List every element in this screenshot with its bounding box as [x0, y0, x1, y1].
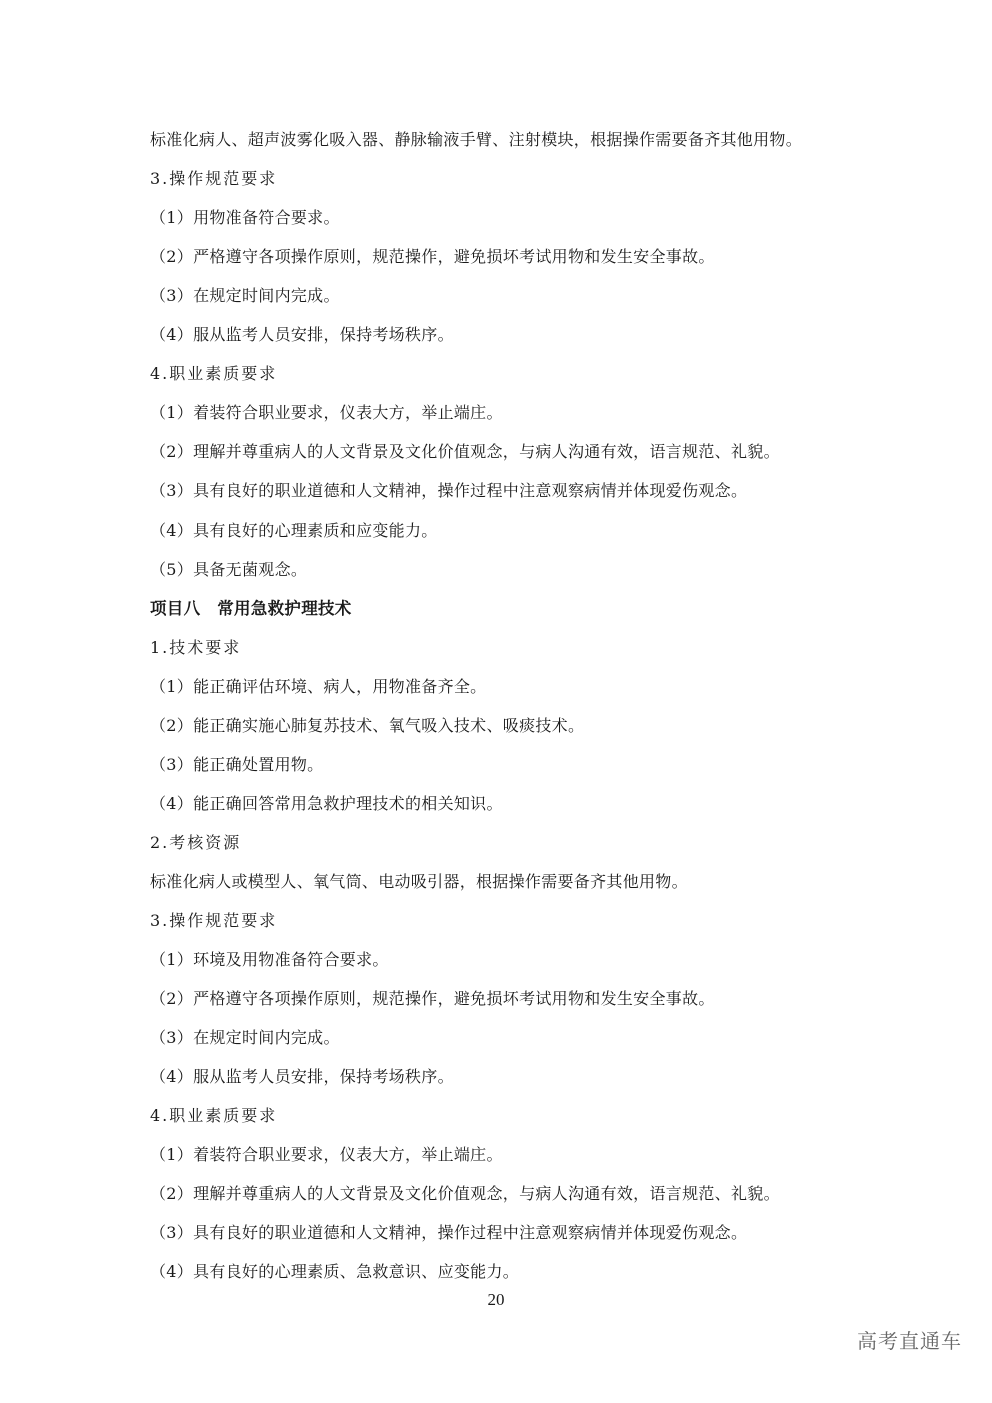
- section-heading: 项目八 常用急救护理技术: [150, 598, 352, 618]
- list-item: （5）具备无菌观念。: [150, 559, 308, 579]
- list-item: （1）环境及用物准备符合要求。: [150, 950, 389, 970]
- list-item: （1）着装符合职业要求，仪表大方，举止端庄。: [150, 403, 503, 423]
- list-item: （1）能正确评估环境、病人，用物准备齐全。: [150, 676, 487, 696]
- list-item: （2）理解并尊重病人的人文背景及文化价值观念，与病人沟通有效，语言规范、礼貌。: [150, 442, 780, 462]
- watermark: 高考直通车: [857, 1329, 962, 1353]
- subsection-title: 3.操作规范要求: [150, 911, 278, 930]
- list-item: （3）在规定时间内完成。: [150, 1028, 340, 1048]
- list-item: （2）严格遵守各项操作原则，规范操作，避免损坏考试用物和发生安全事故。: [150, 989, 715, 1009]
- list-item: （3）具有良好的职业道德和人文精神，操作过程中注意观察病情并体现爱伤观念。: [150, 481, 748, 501]
- list-item: （2）严格遵守各项操作原则，规范操作，避免损坏考试用物和发生安全事故。: [150, 247, 715, 267]
- list-item: （4）服从监考人员安排，保持考场秩序。: [150, 1067, 454, 1087]
- list-item: （4）能正确回答常用急救护理技术的相关知识。: [150, 793, 503, 813]
- list-item: （3）具有良好的职业道德和人文精神，操作过程中注意观察病情并体现爱伤观念。: [150, 1223, 748, 1243]
- paragraph: 标准化病人或模型人、氧气筒、电动吸引器，根据操作需要备齐其他用物。: [150, 871, 688, 891]
- subsection-title: 4.职业素质要求: [150, 1106, 278, 1126]
- paragraph: 标准化病人、超声波雾化吸入器、静脉输液手臂、注射模块，根据操作需要备齐其他用物。: [150, 130, 803, 149]
- list-item: （1）用物准备符合要求。: [150, 208, 340, 228]
- list-item: （1）着装符合职业要求，仪表大方，举止端庄。: [150, 1145, 503, 1165]
- list-item: （4）具有良好的心理素质和应变能力。: [150, 520, 438, 540]
- subsection-title: 3.操作规范要求: [150, 169, 278, 189]
- list-item: （2）理解并尊重病人的人文背景及文化价值观念，与病人沟通有效，语言规范、礼貌。: [150, 1184, 780, 1204]
- subsection-title: 2.考核资源: [150, 832, 242, 852]
- subsection-title: 4.职业素质要求: [150, 364, 278, 384]
- list-item: （4）服从监考人员安排，保持考场秩序。: [150, 325, 454, 345]
- list-item: （4）具有良好的心理素质、急救意识、应变能力。: [150, 1262, 520, 1282]
- list-item: （3）能正确处置用物。: [150, 754, 324, 774]
- subsection-title: 1.技术要求: [150, 637, 242, 657]
- list-item: （3）在规定时间内完成。: [150, 286, 340, 306]
- list-item: （2）能正确实施心肺复苏技术、氧气吸入技术、吸痰技术。: [150, 715, 585, 735]
- page-number: 20: [487, 1290, 505, 1309]
